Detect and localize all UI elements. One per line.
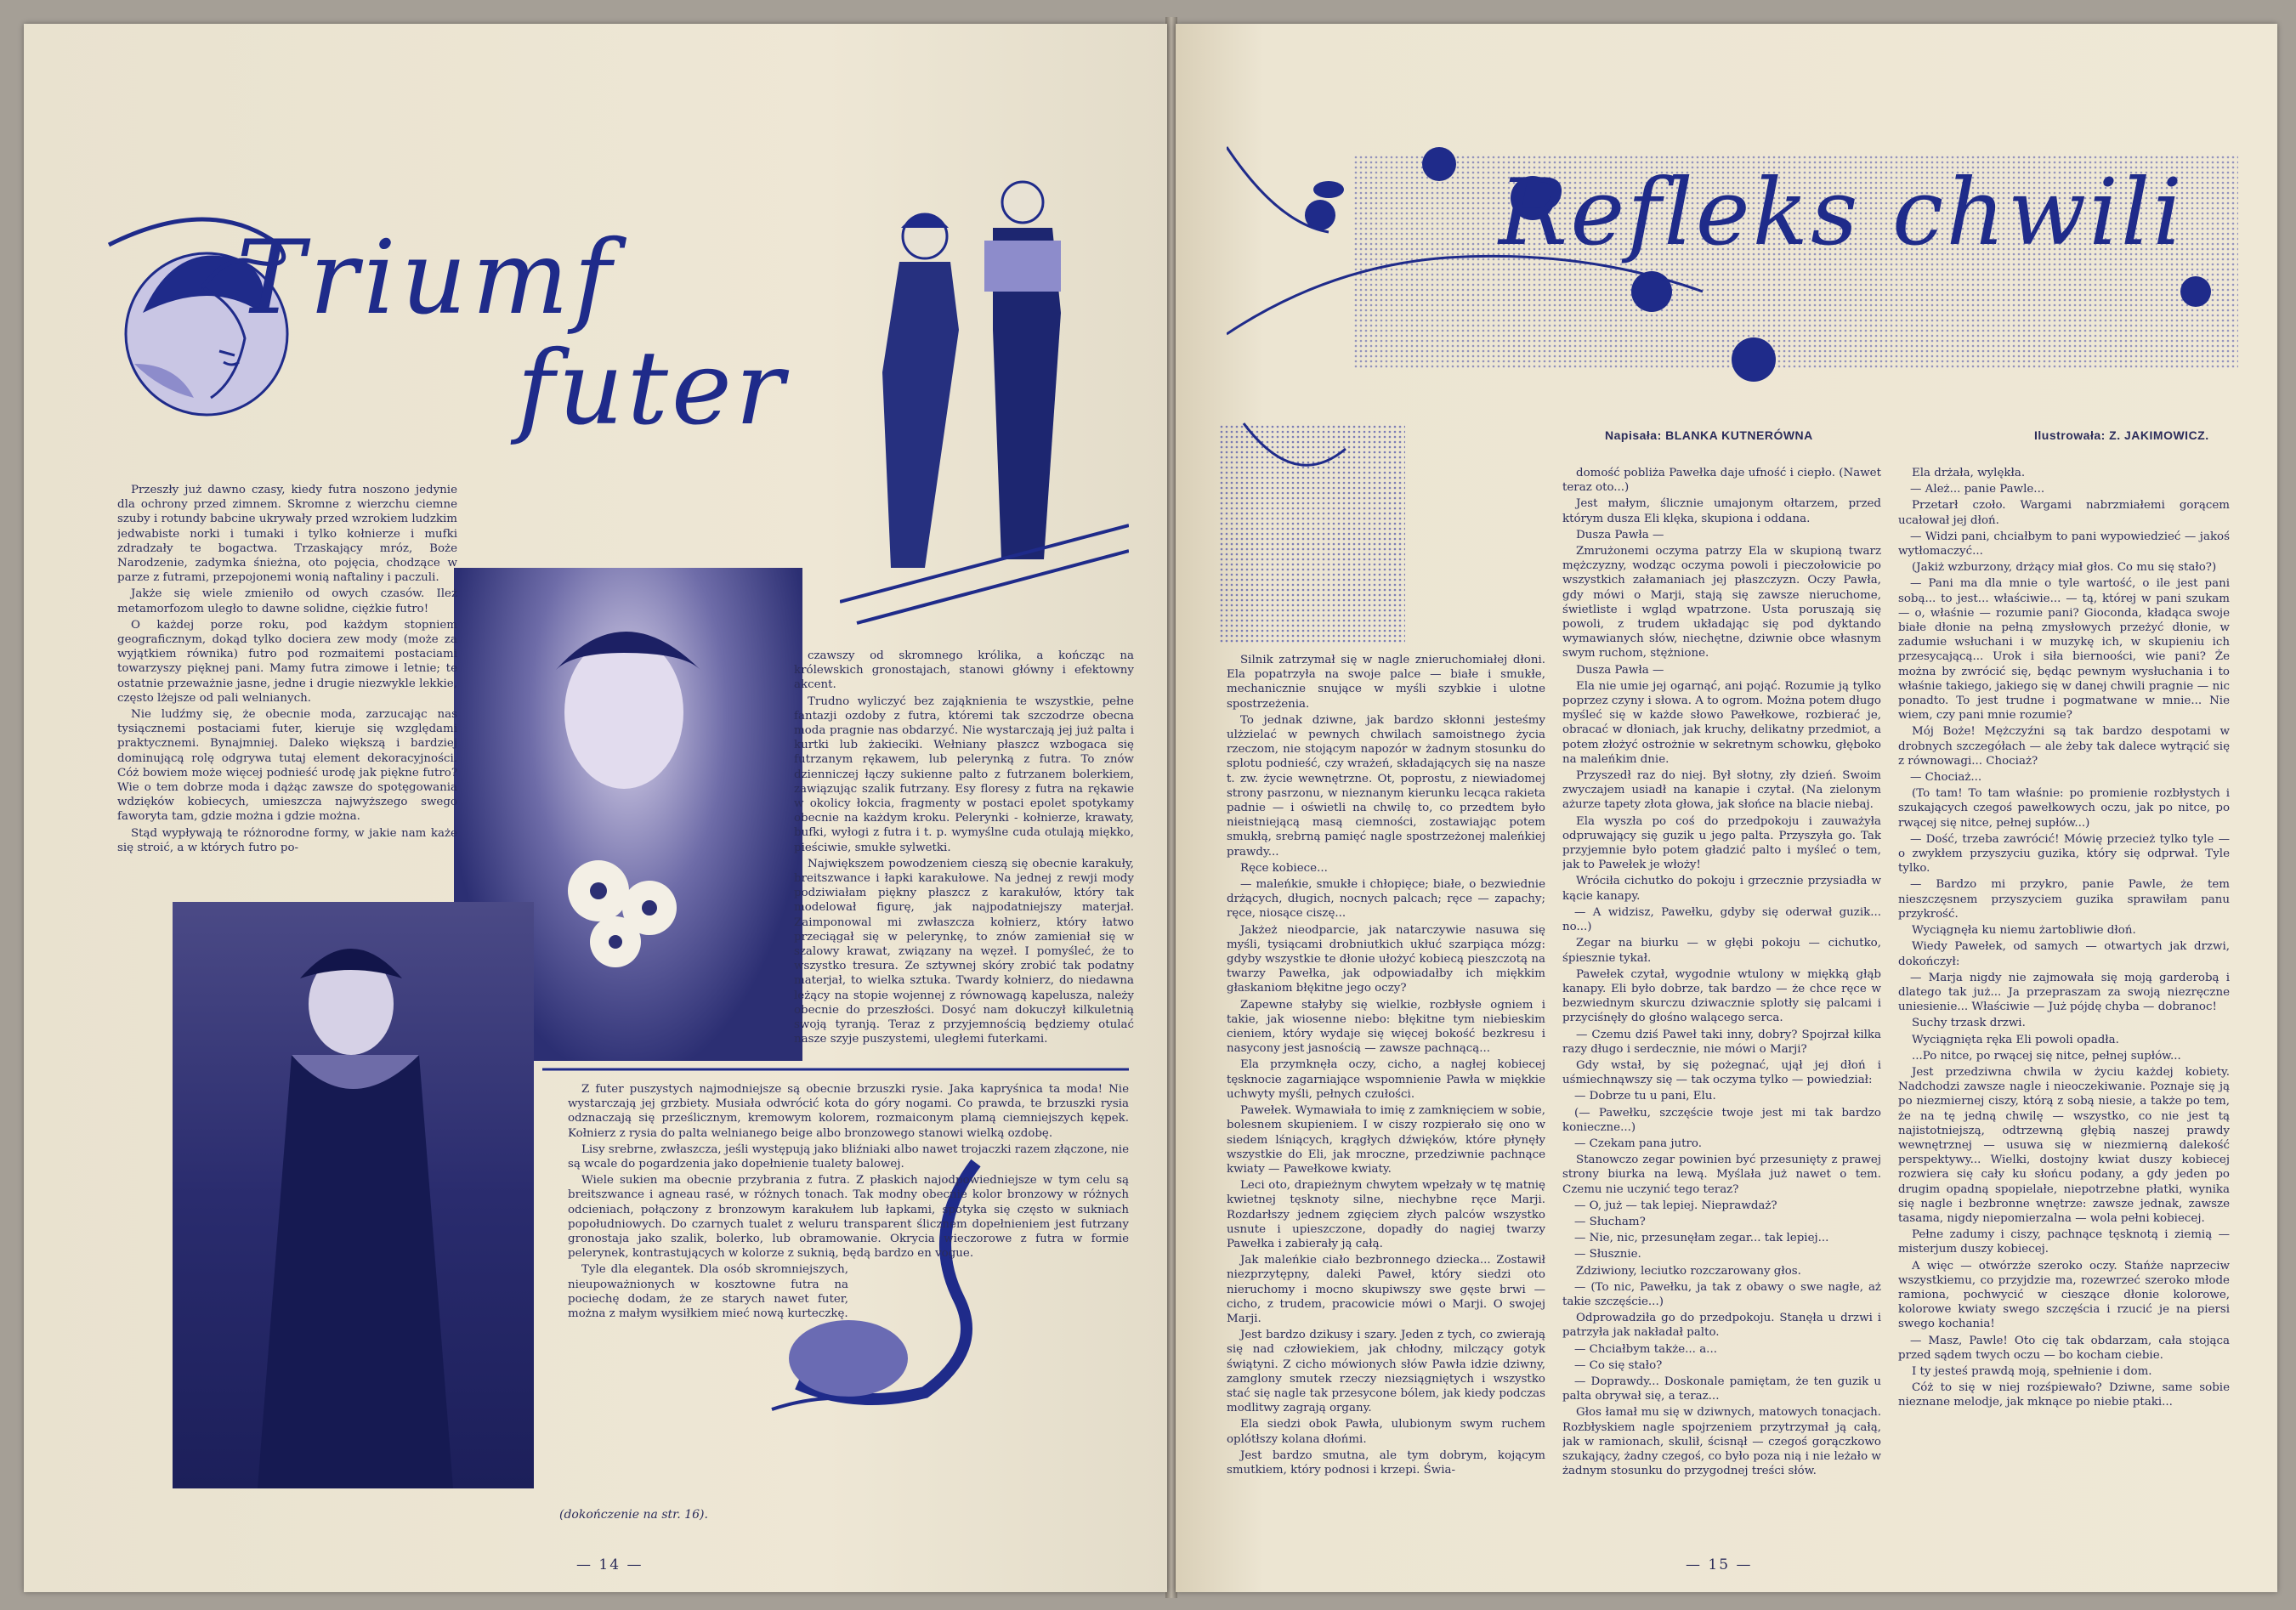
- hand-illustration: [1210, 389, 1431, 661]
- dialog-line: — Chociaż...: [1910, 771, 1982, 785]
- article-column-3: [568, 1082, 1129, 1363]
- paragraph: (Jakiż wzburzony, drżący miał głos. Co mu się stało?): [1912, 561, 2217, 575]
- paragraph: — maleńkie, smukłe i chłopięce; białe, o bezwiednie drżących, długich, nocnych palcach; ręce — zapachy; ręce, niosące ciszę...: [1227, 878, 1545, 921]
- paragraph: Zapewne stałyby się wielkie, rozbłysłe ogniem i takie, jak wiosenne niebo: błękitne tym niebieskim cieniem, który wydaje się więcej bokość bezkresu i nasycony jest jasnością — zawsze pachnącą...: [1227, 998, 1545, 1056]
- paragraph: Zegar na biurku — w głębi pokoju — cichutko, śpiesznie tykał.: [1562, 937, 1881, 965]
- left-page: [24, 24, 1167, 1592]
- paragraph: Suchy trzask drzwi.: [1912, 1017, 2026, 1030]
- page-number: — 15 —: [1686, 1556, 1753, 1573]
- paragraph: Jest bardzo smutna, ale tym dobrym, kojącym smutkiem, który podnosi i krzepi. Świa-: [1227, 1448, 1545, 1477]
- paragraph: Wyciągnęła ku niemu żartobliwie dłoń.: [1912, 924, 2136, 938]
- dialog-line: — Chciałbym także... a...: [1574, 1342, 1717, 1356]
- paragraph: Wiele sukien ma obecnie przybrania z futra. Z płaskich najodpowiedniejsze w tym celu są breitszwance i agneau rasé, w różnych tonach. Tak modny obecnie kolor bronzowy w różnych odcieniach, połączony z bronzowym karakułem lub łapkami, spotyka się często w sukniach popołudniowych. Do czarnych tualet z weluru transparent ślicznem dopełnieniem jest futrzany gronostaja jako szalik, bolerko, lub obramowanie. Okrycia wieczorowe z futra w formie pelerynek, kontrastujących w kolorze z suknią, będą bardzo en vogue.: [568, 1174, 1129, 1261]
- paragraph: Tyle dla elegantek. Dla osób skromniejszych, nieupoważnionych w kosztowne futra na pociechę dodam, że ze starych nawet futer, można z małym wysiłkiem mieć nową kurteczkę.: [568, 1263, 848, 1321]
- paragraph: Silnik zatrzymał się w nagle znieruchomiałej dłoni. Ela popatrzyła na swoje palce — białe i smukłe, mechanicznie snujące w myśli szybkie i ulotne spostrzeżenia.: [1227, 654, 1545, 711]
- paragraph: To jednak dziwne, jak bardzo skłonni jesteśmy ulżzielać w pewnych chwilach samoistnego życia rzeczom, nie stojącym napozór w żadnym stosunku do splotu podnieść, czy wrażeń, składających się na nasze t. zw. życie wewnętrzne. Ot, poprostu, z niewiadomej strony pasrzonu, w nieznanym kierunku lecąca rakieta padnie — i oświetli na chwilę to, co przedtem było nieistniejącą masą ciemności, zostawiając potem smukłą, srebrną pamięć nagle spostrzeżonej maleńkiej prawdy...: [1227, 713, 1545, 859]
- paragraph: Nie ludźmy się, że obecnie moda, zarzucając nas tysiącznemi postaciami futer, kieruje się względami praktycznemi. Bynajmniej. Daleko większą i bardziej dominującą rolę odgrywa tutaj element dekoracyjności. Cóż bowiem może więcej podnieść urodę jak piękne futro? Wie o tem dobrze moda i dążąc zawsze do spotęgowania wdzięków kobiecych, umieszcza najwyższego swego faworyta tam, gdzie można i gdzie można.: [117, 708, 457, 824]
- paragraph: Jakże się wiele zmieniło od owych czasów. Ileż metamorfozom uległo to dawne solidne, ciężkie futro!: [117, 587, 457, 615]
- dialog-line: — Słusznie.: [1574, 1248, 1641, 1261]
- paragraph: Jest bardzo dzikusy i szary. Jeden z tych, co zwierają się nad człowiekiem, jak chłodny, milczący gotyk świątyni. Z cicho mówionych słów Pawła idzie dziwny, zamglony smutek rzeczy niezsiągniętych i wszystko stać się nagle tak przesycone bólem, jak kiedy podczas modlitwy zagrają organy.: [1227, 1329, 1545, 1415]
- dialog-line: — Ależ... panie Pawle...: [1910, 483, 2045, 496]
- story-column-3: [1898, 466, 2230, 1507]
- paragraph: Stanowczo zegar powinien być przesunięty z prawej strony biurka na lewą. Myślała już nawet o tem. Czemu nie uczynić tego teraz?: [1562, 1154, 1881, 1196]
- dialog-line: — (To nic, Pawełku, ja tak z obawy o swe nagłe, aż takie szczęście...): [1562, 1280, 1881, 1308]
- author-credit: Napisała: BLANKA KUTNERÓWNA: [1605, 428, 1813, 442]
- woman-in-coat-photo: [173, 902, 534, 1488]
- paragraph: Jak maleńkie ciało bezbronnego dziecka... Zostawił niezprzytępny, daleki Paweł, który siedzi oto nieruchomy i mocno skupiwszy swe gęste brwi — cicho, z trudem, pracowicie mówi o Marji. O swojej Marji.: [1227, 1254, 1545, 1325]
- paragraph: Pełne zadumy i ciszy, pachnące tęsknotą i ziemią — misterjum duszy kobiecej.: [1898, 1228, 2230, 1256]
- page-number: — 14 —: [576, 1556, 643, 1573]
- paragraph: Ela nie umie jej ogarnąć, ani pojąć. Rozumie ją tylko poprzez czyny i słowa. A to ogrom. Można potem długo myśleć się w każde słowo Pawełkowe, rozbierać je, obracać w dłoniach, jak kruchy, delikatny przedmiot, a potem złożyć ostrożnie w sekretnym schowku, głęboko na maleńkim dnie.: [1562, 679, 1881, 766]
- paragraph: Dusza Pawła —: [1576, 663, 1664, 677]
- paragraph: Odprowadziła go do przedpokoju. Stanęła u drzwi i patrzyła jak nakładał palto.: [1562, 1312, 1881, 1340]
- dialog-line: — Nie, nic, przesunęłam zegar... tak lepiej...: [1574, 1232, 1829, 1245]
- dialog-line: — Marja nigdy nie zajmowała się moją garderobą i dlatego tak już... Ja przepraszam za swoją niezręczne uniesienie... Właściwie — Już pójdę chyba — dobranoc!: [1898, 971, 2230, 1014]
- article-column-2: [794, 649, 1134, 1078]
- paragraph: Ela wyszła po coś do przedpokoju i zauważyła odpruwający się guzik u jego palta. Przyszyła go. Tak przyjemnie było potem gładzić palto i myśleć o tem, jak to Pawełek je włoży!: [1562, 814, 1881, 872]
- paragraph: Z futer puszystych najmodniejsze są obecnie brzuszki rysie. Jaka kapryśnica ta moda! Nie wystarczają jej grzbiety. Musiała odwrócić kota do góry nogami. Co prawda, te brzuszki rysia odznaczają się prześlicznym, kremowym kolorem, rozmaiconym plamą ciemniejszych kępek. Kołnierz z rysia do palta welnianego beige albo bronzowego stanowi wielką ozdobę.: [568, 1083, 1129, 1140]
- dialog-line: — A widzisz, Pawełku, gdyby się oderwał guzik... no...): [1562, 905, 1881, 934]
- paragraph: Trudno wyliczyć bez zająknienia te wszystkie, pełne fantazji ozdoby z futra, któremi tak szczodrze obecna moda pragnie nas obdarzyć. Nie wystarczają jej już palta i kurtki lub żakieciki. Wełniany płaszcz wzbogaca się futrzanym rękawem, lub pelerynką z futra. To znów dzienniczej łączy sukienne palto z futrzanem bolerkiem, zawiązując szalik futrzany. Esy floresy z futra na rękawie w okolicy łokcia, fragmenty w postaci epolet spotykamy obecnie na każdym kroku. Pelerynki - kołnierze, krawaty, bufki, wyłogi z futra i t. p. wymyślne cuda otulają miękko, pieściwie, smukłe sylwetki.: [794, 694, 1134, 854]
- paragraph: Jest małym, ślicznie umajonym ołtarzem, przed którym dusza Eli klęka, skupiona i oddana.: [1562, 497, 1881, 525]
- paragraph: O każdej porze roku, pod każdym stopniem geograficznym, dokąd tylko dociera zew mody (może za wyjątkiem równika) futro pod rozmaitemi postaciami towarzyszy pięknej pani. Mamy futra zimowe i letnie; te ostatnie przeważnie jasne, jedne i drugie niezwykle lekkie, często lżejsze od pali welnianych.: [117, 618, 457, 705]
- paragraph: Pawełek. Wymawiała to imię z zamknięciem w sobie, bolesnem skupieniem. I w ciszy rozpierało się ono w siedem lśniących, krągłych dźwięków, które płynęły wszystkie do Eli, jak mroczne, przedziwnie pachnące kwiaty — Pawełkowe kwiaty.: [1227, 1104, 1545, 1176]
- paragraph: Mój Boże! Mężczyźni są tak bardzo despotami w drobnych szczegółach — ale żeby tak dalece wytrącić się z równowagi... Chociaż?: [1898, 725, 2230, 768]
- paragraph: Przeszły już dawno czasy, kiedy futra noszono jedynie dla ochrony przed zimnem. Skromne z wierzchu ciemne szuby i rotundy babcine ukrywały przed wzrokiem ludzkim jedwabiste norki i tumaki i tylko kołnierze i mufki zdradzały te bogactwa. Trzaskający mróz, Boże Narodzenie, zadymka śnieżna, oto pojęcia, chodzące w parze z futrami, przepojonemi wonią naftaliny i paczuli.: [117, 484, 457, 585]
- title-futer: futer: [517, 330, 788, 448]
- paragraph: Jest przedziwna chwila w życiu każdej kobiety. Nadchodzi zawsze nagle i nieoczekiwanie. Poznaje się ją po niezmiernej ciszy, którą z sobą niesie, a także po tem, że na tę jedną chwilę — wszystko, co nie jest tą najistotniejszą, odtrzewną głębią naszej prawdy wewnętrznej — usuwa się w niezmierną dalekość perspektywy... Wielki, dostojny kwiat duszy kobiecej rozwiera się cały ku słońcu podany, a gdy jeden po drugim opadną spopielałe, niepotrzebne płatki, wynika się nagle i bezbronne wnętrze: zawsze jednak, zawsze tasama, nigdy niepomierzalna — wola pełni kobiecej.: [1898, 1065, 2230, 1225]
- paragraph: I ty jesteś prawdą moją, spełnienie i dom.: [1912, 1364, 2152, 1378]
- dialog-line: — Co się stało?: [1574, 1358, 1663, 1372]
- dialog-line: (— Pawełku, szczęście twoje jest mi tak bardzo konieczne...): [1562, 1106, 1881, 1134]
- paragraph: Wyciągnięta ręka Eli powoli opadła.: [1912, 1033, 2119, 1046]
- right-page: [1176, 24, 2277, 1592]
- paragraph: — Czemu dziś Paweł taki inny, dobry? Spojrzał kilka razy długo i serdecznie, nie mówi o Marji?: [1562, 1028, 1881, 1056]
- continuation-note: (dokończenie na str. 16).: [559, 1508, 708, 1522]
- paragraph: Stąd wypływają te różnorodne formy, w jakie nam każe się stroić, a w których futro po-: [117, 826, 457, 854]
- paragraph: Zdziwiony, leciutko rozczarowany głos.: [1576, 1264, 1801, 1278]
- paragraph: Gdy wstał, by się pożegnać, ujął jej dłoń i uśmiechnąwszy się — tak oczyma tylko — powiedział:: [1562, 1058, 1881, 1087]
- paragraph: Jakżeż nieodparcie, jak natarczywie nasuwa się myśli, tysiącami drobniutkich ukłuć szarpiąca mózg: gdyby wszystkie te dłonie ułożyć kobiecą pieszczotą na twarzy Pawełka, jak odpowiadałby ich miękkim głaskaniom błękitne jego oczy?: [1227, 923, 1545, 995]
- dialog-line: — Pani ma dla mnie o tyle wartość, o ile jest pani sobą... to jest... właściwie... — tą, której w pani szukam — o, właśnie — rozumie pani? Gioconda, kładąca swoje białe dłonie na pełną zmysłowych przeżyć dłonie, w zadumie wsłuchani i w muzykę ich, w skupieniu ich przesycającą... Urok i siła biernoości, wie pani? Że można by zwrócić się, będąc pewnym wysłuchania i to właśnie takiego, jakiego się w danej chwili pragnie — nic ponadto. To jest trudne i pogmatwane w mnie... Nie wiem, czy pani mnie rozumie?: [1898, 577, 2230, 723]
- story-column-1: [1227, 653, 1545, 1503]
- paragraph: A więc — otwórzże szeroko oczy. Stańże naprzeciw wszystkiemu, co przyjdzie ma, rozewrzeć szeroko młode ramiona, pochwycić w cieszące dłonie kolorowe, kolorowe kwiaty swego szczęścia i rzucić je na piersi swego kochania!: [1898, 1259, 2230, 1331]
- paragraph: Wiedy Pawełek, od samych — otwartych jak drzwi, dokończył:: [1898, 940, 2230, 968]
- paragraph: ...Po nitce, po rwącej się nitce, pełnej supłów...: [1912, 1049, 2181, 1063]
- paragraph: Dusza Pawła —: [1576, 528, 1664, 541]
- dialog-line: — O, już — tak lepiej. Nieprawdaż?: [1574, 1199, 1777, 1212]
- dialog-line: — Doprawdy... Doskonale pamiętam, że ten guzik u palta obrywał się, a teraz...: [1562, 1375, 1881, 1403]
- illustrator-credit: Ilustrowała: Z. JAKIMOWICZ.: [2034, 428, 2209, 442]
- dialog-line: — Słucham?: [1574, 1215, 1646, 1228]
- paragraph: (To tam! To tam właśnie: po promienie rozbłystych i szukających czegoś pawełkowych oczu, jak po nitce, po rwącej się nitce, pełnej supłów...): [1898, 787, 2230, 830]
- paragraph: Pawełek czytał, wygodnie wtulony w miękką głąb kanapy. Eli było dobrze, tak bardzo — że chce ręce w bezwiednym skurczu dziwacznie splotły się palcami i przyciśnęły do głośno walącego serca.: [1562, 967, 1881, 1025]
- paragraph: domość pobliża Pawełka daje ufność i ciepło. (Nawet teraz oto...): [1562, 467, 1881, 495]
- paragraph: czawszy od skromnego królika, a kończąc na królewskich gronostajach, stanowi główny i efektowny akcent.: [794, 649, 1134, 692]
- fashion-figures-illustration: [840, 160, 1129, 636]
- paragraph: Ela siedzi obok Pawła, ulubionym swym ruchem oplótłszy kolana dłońmi.: [1227, 1418, 1545, 1446]
- title-triumf: Triumf: [236, 219, 617, 337]
- paragraph: Leci oto, drapieżnym chwytem wpełzały w tę matnię kwietnej tęsknoty silne, niechybne ręce Marji. Rozdarłszy jednem zgięciem złych palców wszystko usnute i upieszczone, dopadły do nagiej twarzy Pawełka i zabierały ją całą.: [1227, 1179, 1545, 1250]
- paragraph: Cóż to się w niej rozśpiewało? Dziwne, same sobie nieznane melodje, jak mknące po niebie ptaki...: [1898, 1381, 2230, 1409]
- paragraph: Ela przymknęła oczy, cicho, a nagłej kobiecej tęsknocie zagarniające wspomnienie Pawła w miękkie uchwyty myśli, pełnych czułości.: [1227, 1058, 1545, 1101]
- paragraph: Przyszedł raz do niej. Był słotny, zły dzień. Swoim zwyczajem usiadł na kanapie i czytał. (Na zielonym ażurze tapety złota głowa, jak słońce na blacie niebaj.: [1562, 769, 1881, 812]
- paragraph: Przetarł czoło. Wargami nabrzmiałemi gorącem ucałował jej dłoń.: [1898, 499, 2230, 527]
- dialog-line: — Dobrze tu u pani, Elu.: [1574, 1090, 1716, 1103]
- paragraph: Wróciła cichutko do pokoju i grzecznie przysiadła w kącie kanapy.: [1562, 875, 1881, 903]
- paragraph: Ela drżała, wylękła.: [1912, 467, 2026, 479]
- dialog-line: — Masz, Pawle! Oto cię tak obdarzam, cała stojąca przed sądem twych oczu — bo kocham ciebie.: [1898, 1334, 2230, 1362]
- dialog-line: — Widzi pani, chciałbym to pani wypowiedzieć — jakoś wytłomaczyć...: [1898, 530, 2230, 558]
- dialog-line: — Bardzo mi przykro, panie Pawle, że tem nieszczęsnem przyszyciem guzika sprawiłam panu przykrość.: [1898, 878, 2230, 921]
- article-column-1: [117, 483, 457, 899]
- paragraph: Ręce kobiece...: [1240, 861, 1328, 875]
- paragraph: Zmrużonemi oczyma patrzy Ela w skupioną twarz mężczyzny, wodząc oczyma powoli i pieczołowicie po wszystkich załamaniach jej płaszczyzn. Oczy Pawła, gdy mówi o Marji, stają się zawsze nieruchome, świetliste i wgląd wpatrzone. Usta poruszają się powoli, z trudem układając się pod dyktando wymawianych słów, niechętne, dziwnie obce własnym swym ruchom, stężnione.: [1562, 545, 1881, 660]
- story-title: Refleks chwili: [1499, 160, 2185, 266]
- dialog-line: — Czekam pana jutro.: [1574, 1137, 1702, 1150]
- paragraph: Największem powodzeniem cieszą się obecnie karakuły, breitszwance i łapki karakułowe. Na jednej z rewji mody podziwiałam piękny płaszcz z karakułów, który tak modelował figurę, jak najpodatniejszy materjał. Zaimponowal mi zwłaszcza kołnierz, który łatwo przeciągał się w pelerynkę, to znów zamieniał się w szalowy krawat, związany na węzeł. I pomyśleć, że to wszystko tresura. Ze sztywnej skóry zrobić tak podatny materjał, to wielka sztuka. Twardy kołnierz, do niedawna leżący na stopie wojennej z równowagą kapelusza, należy obecnie do przeszłości. Dosyć nam dokuczył kilkuletnią swoją tyranją. Teraz z przyjemnością będziemy otulać nasze szyje puszystemi, uległemi futerkami.: [794, 857, 1134, 1046]
- paragraph: Głos łamał mu się w dziwnych, matowych tonacjach. Rozbłyskiem nagle spojrzeniem przytrzymał ją całą, jak w ramionach, skulił, ścisnął — czegoś gorączkowo szukający, żadny czegoś, co było poza nią i nie leżało w żadnym stosunku do przygodnej treści słów.: [1562, 1406, 1881, 1478]
- paragraph: Lisy srebrne, zwłaszcza, jeśli występują jako bliźniaki albo nawet trojaczki razem złączone, nie są wcale do pogardzenia jako dopełnienie tualety balowej.: [568, 1142, 1129, 1171]
- story-column-2: [1562, 466, 1881, 1507]
- dialog-line: — Dość, trzeba zawrócić! Mówię przecież tylko tyle — o zwykłem przyszyciu guzika, który się odprwał. Tyle tylko.: [1898, 832, 2230, 876]
